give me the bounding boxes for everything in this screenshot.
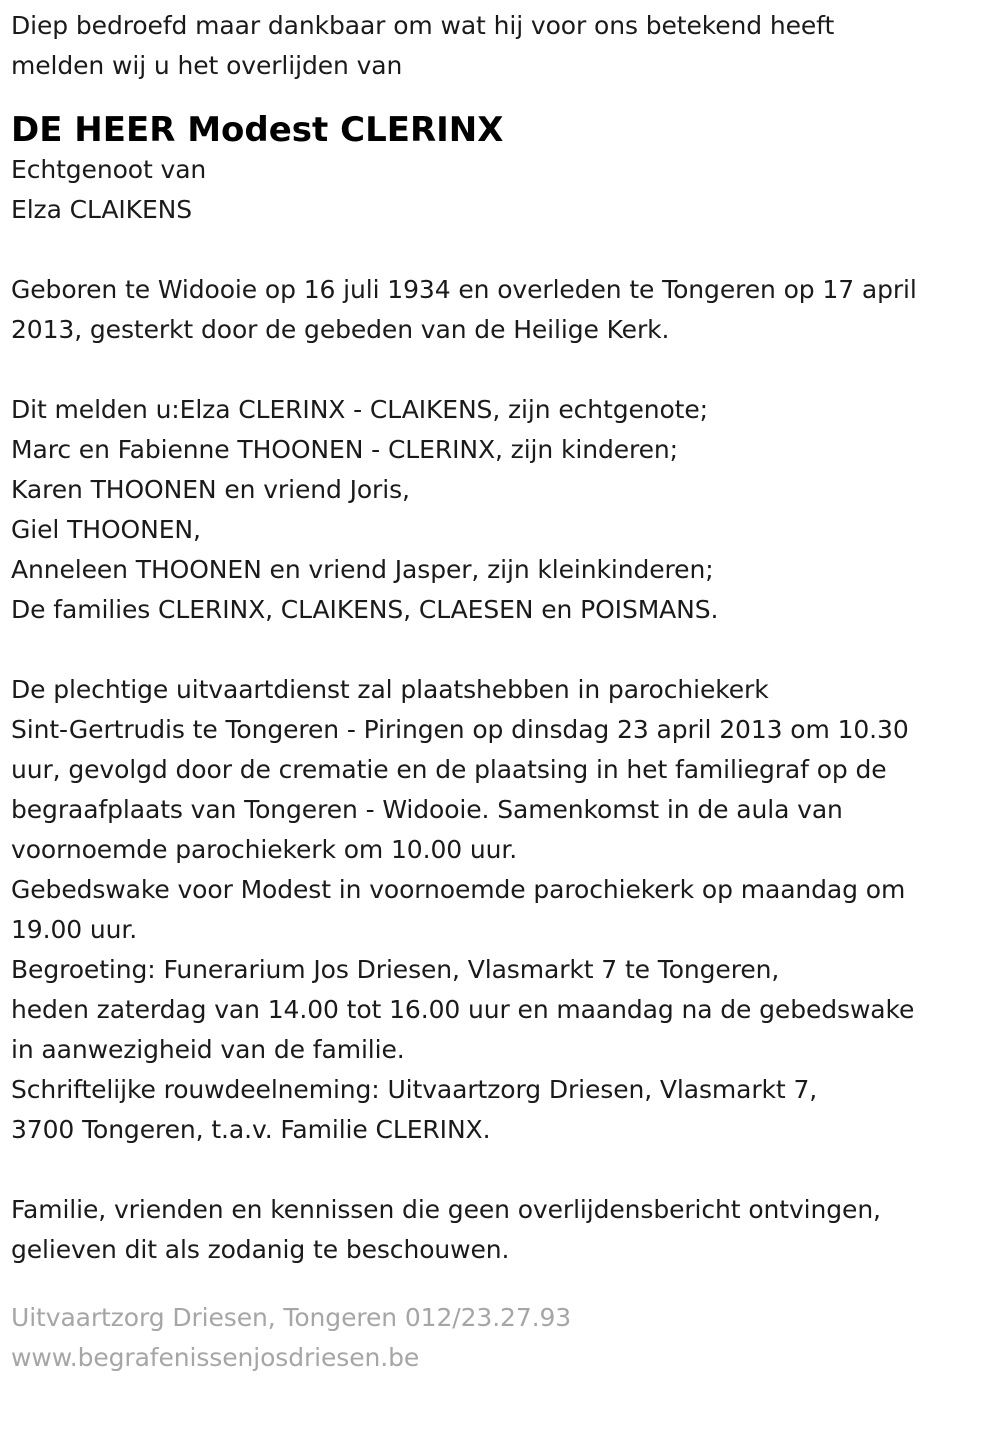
closing-paragraph (11, 1190, 1000, 1270)
service-line: Schriftelijke rouwdeelneming: Uitvaartzorg Driesen, Vlasmarkt 7, (11, 1075, 818, 1104)
paragraph-gap (11, 630, 1000, 670)
service-line: 19.00 uur. (11, 915, 138, 944)
deceased-name: DE HEER Modest CLERINX (11, 110, 504, 150)
service-line: 3700 Tongeren, t.a.v. Familie CLERINX. (11, 1115, 491, 1144)
intro-line: melden wij u het overlijden van (11, 51, 403, 80)
family-line: Marc en Fabienne THOONEN - CLERINX, zijn kinderen; (11, 435, 678, 464)
family-line: Anneleen THOONEN en vriend Jasper, zijn kleinkinderen; (11, 555, 714, 584)
service-line: uur, gevolgd door de crematie en de plaatsing in het familiegraf op de (11, 755, 887, 784)
footer-company: Uitvaartzorg Driesen, Tongeren 012/23.27.93 (11, 1303, 572, 1332)
footer-website-link[interactable]: www.begrafenissenjosdriesen.be (11, 1343, 420, 1372)
family-line: Dit melden u:Elza CLERINX - CLAIKENS, zijn echtgenote; (11, 395, 708, 424)
birth-death-paragraph (11, 270, 1000, 350)
closing-line: gelieven dit als zodanig te beschouwen. (11, 1235, 510, 1264)
paragraph-gap (11, 350, 1000, 390)
paragraph-gap (11, 1150, 1000, 1190)
paragraph-gap (11, 230, 1000, 270)
service-line: De plechtige uitvaartdienst zal plaatshebben in parochiekerk (11, 675, 769, 704)
service-line: heden zaterdag van 14.00 tot 16.00 uur en maandag na de gebedswake (11, 995, 915, 1024)
spouse-label: Echtgenoot van (11, 155, 207, 184)
birth-death-line: Geboren te Widooie op 16 juli 1934 en overleden te Tongeren op 17 april (11, 275, 917, 304)
family-line: Giel THOONEN, (11, 515, 201, 544)
footer (11, 1298, 1000, 1378)
intro-line: Diep bedroefd maar dankbaar om wat hij voor ons betekend heeft (11, 11, 835, 40)
service-line: begraafplaats van Tongeren - Widooie. Samenkomst in de aula van (11, 795, 843, 824)
service-line: Sint-Gertrudis te Tongeren - Piringen op dinsdag 23 april 2013 om 10.30 (11, 715, 909, 744)
service-line: voornoemde parochiekerk om 10.00 uur. (11, 835, 518, 864)
family-line: Karen THOONEN en vriend Joris, (11, 475, 410, 504)
service-line: Gebedswake voor Modest in voornoemde parochiekerk op maandag om (11, 875, 906, 904)
intro-paragraph (11, 6, 1000, 86)
service-line: in aanwezigheid van de familie. (11, 1035, 405, 1064)
service-line: Begroeting: Funerarium Jos Driesen, Vlasmarkt 7 te Tongeren, (11, 955, 780, 984)
closing-line: Familie, vrienden en kennissen die geen overlijdensbericht ontvingen, (11, 1195, 881, 1224)
family-list (11, 390, 1000, 630)
birth-death-line: 2013, gesterkt door de gebeden van de Heilige Kerk. (11, 315, 670, 344)
service-paragraph (11, 670, 1000, 1150)
family-line: De families CLERINX, CLAIKENS, CLAESEN en POISMANS. (11, 595, 719, 624)
spouse-name: Elza CLAIKENS (11, 195, 193, 224)
spouse-block (11, 150, 1000, 230)
